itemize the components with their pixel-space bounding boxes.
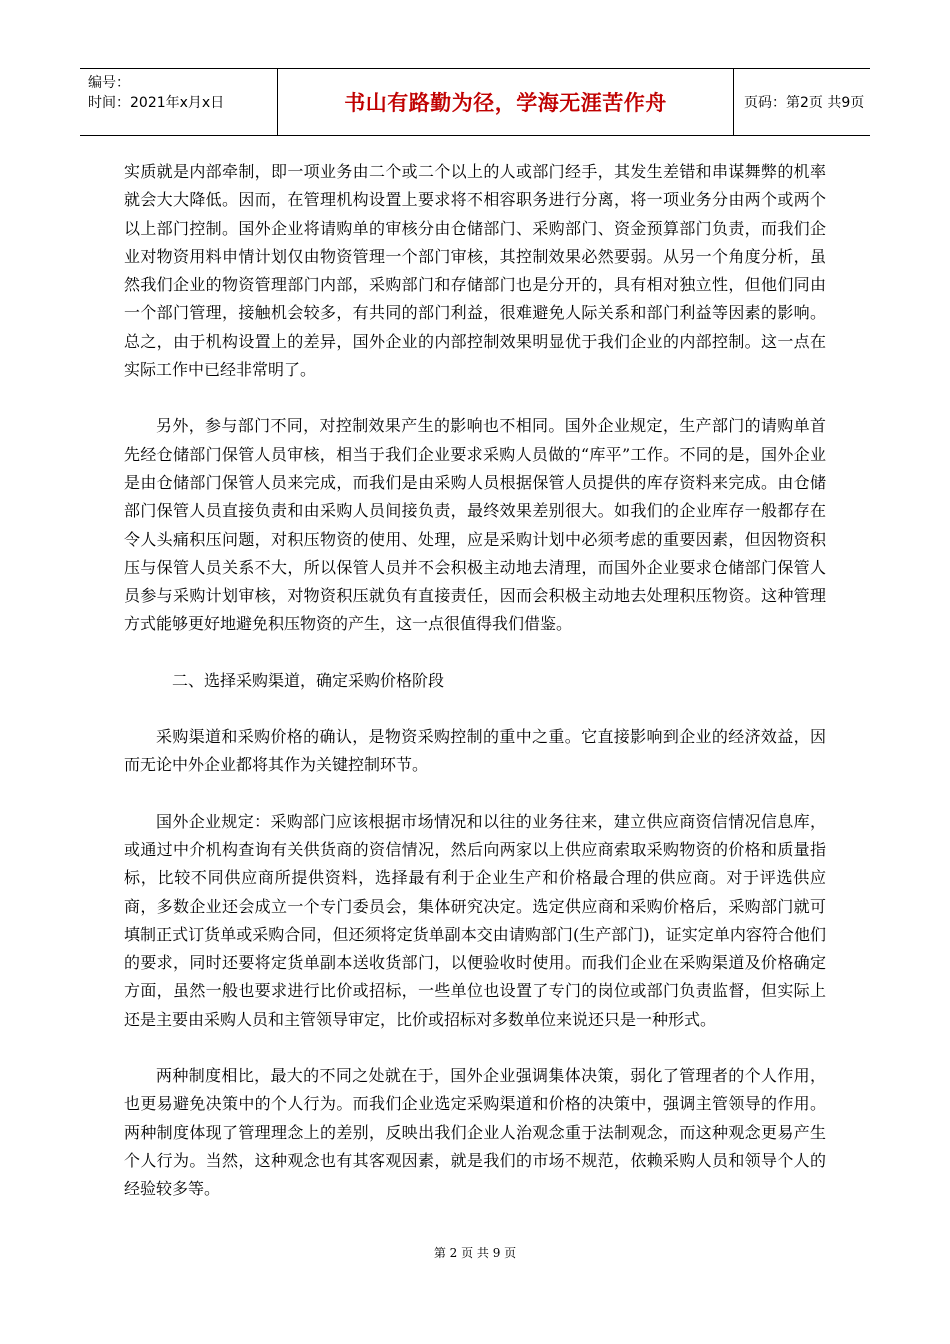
paragraph-5: 两种制度相比，最大的不同之处就在于，国外企业强调集体决策，弱化了管理者的个人作用，也更易避免决策中的个人行为。而我们企业选定采购渠道和价格的决策中，强调主管领导的作用。两种制度体现了管理理念上的差别，反映出我们企业人治观念重于法制观念，而这种观念更易产生个人行为。当然，这种观念也有其客观因素，就是我们的市场不规范，依赖采购人员和领导个人的经验较多等。 [124, 1066, 826, 1199]
section-heading: 二、选择采购渠道，确定采购价格阶段 [172, 670, 445, 690]
header-page-indicator: 页码：第2页 共9页 [744, 95, 865, 111]
document-time-label: 时间：2021年x月x日 [88, 95, 225, 111]
paragraph-3: 采购渠道和采购价格的确认，是物资采购控制的重中之重。它直接影响到企业的经济效益，因而无论中外企业都将其作为关键控制环节。 [124, 727, 826, 775]
document-body [124, 158, 826, 1232]
paragraph-2: 另外，参与部门不同，对控制效果产生的影响也不相同。国外企业规定，生产部门的请购单首先经仓储部门保管人员审核，相当于我们企业要求采购人员做的“库平”工作。不同的是，国外企业是由仓储部门保管人员来完成，而我们是由采购人员根据保管人员提供的库存资料来完成。由仓储部门保管人员直接负责和由采购人员间接负责，最终效果差别很大。如我们的企业库存一般都存在令人头痛积压问题，对积压物资的使用、处理，应是采购计划中必须考虑的重要因素，但因物资积压与保管人员关系不大，所以保管人员并不会积极主动地去清理，而国外企业要求仓储部门保管人员参与采购计划审核，对物资积压就负有直接责任，因而会积极主动地去处理积压物资。这种管理方式能够更好地避免积压物资的产生，这一点很值得我们借鉴。 [124, 416, 826, 634]
paragraph-4: 国外企业规定：采购部门应该根据市场情况和以往的业务往来，建立供应商资信情况信息库，或通过中介机构查询有关供货商的资信情况，然后向两家以上供应商索取采购物资的价格和质量指标，比较不同供应商所提供资料，选择最有利于企业生产和价格最合理的供应商。对于评选供应商，多数企业还会成立一个专门委员会，集体研究决定。选定供应商和采购价格后，采购部门就可填制正式订货单或采购合同，但还须将定货单副本交由请购部门(生产部门)，证实定单内容符合他们的要求，同时还要将定货单副本送收货部门，以便验收时使用。而我们企业在采购渠道及价格确定方面，虽然一般也要求进行比价或招标，一些单位也设置了专门的岗位或部门负责监督，但实际上还是主要由采购人员和主管领导审定，比价或招标对多数单位来说还只是一种形式。 [124, 811, 826, 1029]
document-number-label: 编号： [88, 75, 130, 91]
page-header [80, 68, 870, 136]
header-meta [80, 69, 278, 135]
header-motto-cell [278, 69, 734, 135]
header-motto: 书山有路勤为径，学海无涯苦作舟 [344, 91, 667, 115]
page-footer: 第 2 页 共 9 页 [433, 1246, 517, 1260]
paragraph-1: 实质就是内部牵制，即一项业务由二个或二个以上的人或部门经手，其发生差错和串谋舞弊的机率就会大大降低。因而，在管理机构设置上要求将不相容职务进行分离，将一项业务分由两个或两个以上部门控制。国外企业将请购单的审核分由仓储部门、采购部门、资金预算部门负责，而我们企业对物资用料申情计划仅由物资管理一个部门审核，其控制效果必然要弱。从另一个角度分析，虽然我们企业的物资管理部门内部，采购部门和存储部门也是分开的，具有相对独立性，但他们同由一个部门管理，接触机会较多，有共同的部门利益，很难避免人际关系和部门利益等因素的影响。总之，由于机构设置上的差异，国外企业的内部控制效果明显优于我们企业的内部控制。这一点在实际工作中已经非常明了。 [124, 162, 826, 380]
